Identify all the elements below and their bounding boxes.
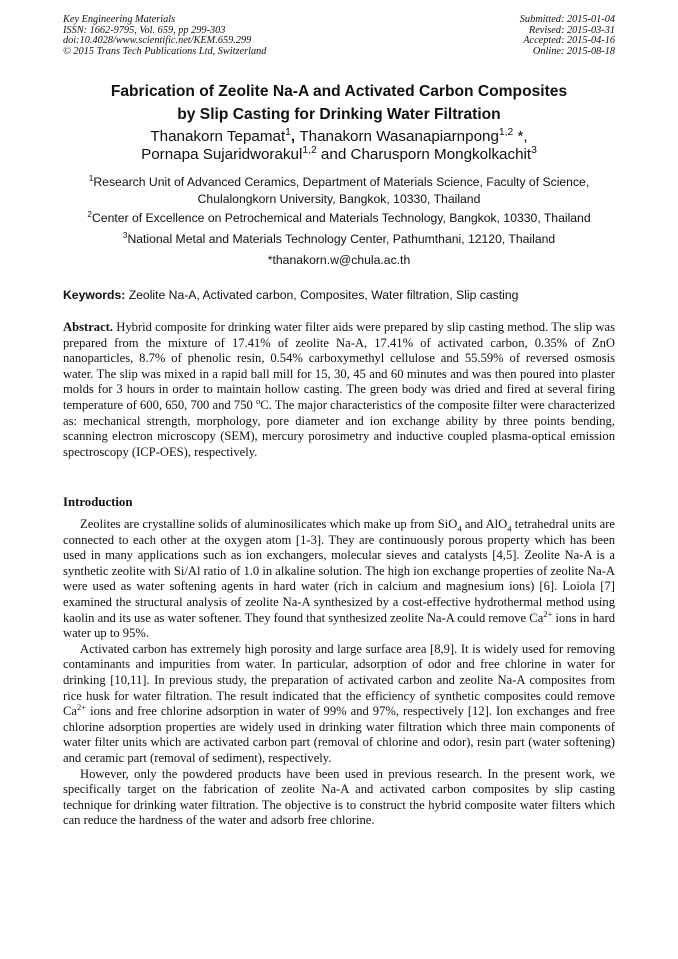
author-name: Thanakorn Wasanapiarnpong bbox=[299, 128, 499, 145]
doi-line: doi:10.4028/www.scientific.net/KEM.659.299 bbox=[63, 35, 252, 47]
affiliation-number: 3 bbox=[122, 229, 128, 240]
affiliation-number: 1 bbox=[88, 172, 94, 183]
issn-line: ISSN: 1662-9795, Vol. 659, pp 299-303 bbox=[63, 24, 226, 36]
corresponding-email: *thanakorn.w@chula.ac.th bbox=[267, 253, 411, 267]
title-line-1: Fabrication of Zeolite Na-A and Activated Carbon Composites bbox=[110, 83, 568, 100]
author-affiliation-mark: 1,2 bbox=[498, 126, 514, 138]
keywords-label: Keywords: bbox=[63, 288, 126, 302]
copyright-line: © 2015 Trans Tech Publications Ltd, Switzerland bbox=[63, 45, 267, 57]
affiliation-1 bbox=[63, 174, 615, 207]
affiliation-number: 2 bbox=[87, 208, 92, 219]
author-name: Charusporn Mongkolkachit bbox=[350, 146, 532, 163]
author-conjunction: and bbox=[316, 146, 351, 163]
author-affiliation-mark: 1,2 bbox=[302, 144, 317, 156]
paragraph: Activated carbon has extremely high porosity and large surface area [8,9]. It is widely used for removing contaminants and impurities from water. In particular, adsorption of odor and free chlorine in water for drinking [10,11]. In previous study, the preparation of activated carbon and zeolite Na-A composites from rice husk for water filtration. The result indicated that the efficiency of synthetic composites could remove $Ca^{2+}$ ions and free chlorine adsorption in water of 99% and 97%, respectively [12]. Ion exchanges and free chlorine adsorption properties are widely used in drinking water filtration which three main components of water filter units which are activated carbon part (removal of chlorine and odor), resin part (water softening) and ceramic part (removal of sediment), respectively. bbox=[63, 641, 615, 765]
author-separator: , bbox=[290, 128, 300, 145]
affiliation-2 bbox=[63, 210, 615, 227]
degree-symbol: o bbox=[256, 395, 261, 406]
accepted-date: Accepted: 2015-04-16 bbox=[523, 35, 615, 47]
title-line-2: by Slip Casting for Drinking Water Filtration bbox=[177, 106, 501, 123]
section-heading-introduction: Introduction bbox=[63, 495, 133, 509]
author-affiliation-mark: 1 bbox=[285, 126, 291, 138]
journal-name: Key Engineering Materials bbox=[63, 14, 176, 25]
abstract-text: C. The major characteristics of the composite filter were characterized as: mechanical strength, morphology, pore diameter and ion exchange ability by three points bending, scanning electron microscopy (SEM), mercury porosimetry and inductive coupled plasma-optical emission spectroscopy (ICP-OES), respectively. bbox=[63, 397, 615, 459]
submitted-date: Submitted: 2015-01-04 bbox=[519, 14, 615, 25]
affiliation-text: Center of Excellence on Petrochemical and Materials Technology, Bangkok, 10330, Thailand bbox=[91, 211, 591, 225]
author-affiliation-mark: 3 bbox=[531, 144, 537, 156]
journal-info bbox=[63, 15, 266, 57]
author-name: Pornapa Sujaridworakul bbox=[141, 146, 303, 163]
keywords-text: Zeolite Na-A, Activated carbon, Composites, Water filtration, Slip casting bbox=[125, 288, 519, 302]
keywords bbox=[63, 288, 623, 303]
author-line-2 bbox=[63, 146, 615, 164]
paragraph: Zeolites are crystalline solids of aluminosilicates which make up from SiO$_4$ and AlO$_4$ tetrahedral units are connected to each other at the oxygen atom [1-3]. They are continuously porous property which has been used in many applications such as ion exchangers, molecular sieves and catalysts [4,5]. Zeolite Na-A is a synthetic zeolite with Si/Al ratio of 1.0 in alkaline solution. The high ion exchange properties of zeolite Na-A were used as water softening agents in hard water (rich in calcium and magnesium ions) [6]. Loiola [7] examined the structural analysis of zeolite Na-A synthesized by a cost-effective hydrothermal method using kaolin and its use as water softener. They found that synthesized zeolite Na-A could remove $Ca^{2+}$ ions in hard water up to 95%. bbox=[63, 517, 616, 641]
affiliation-text: National Metal and Materials Technology Center, Pathumthani, 12120, Thailand bbox=[127, 232, 556, 246]
affiliation-text: Chulalongkorn University, Bangkok, 10330, Thailand bbox=[197, 191, 481, 206]
introduction-body bbox=[63, 517, 615, 829]
affiliation-text: Research Unit of Advanced Ceramics, Department of Materials Science, Faculty of Science, bbox=[93, 175, 590, 189]
publication-dates bbox=[520, 15, 615, 57]
affiliation-3 bbox=[63, 231, 615, 248]
author-name: Thanakorn Tepamat bbox=[150, 128, 286, 145]
paper-title bbox=[63, 80, 615, 126]
online-date: Online: 2015-08-18 bbox=[532, 45, 615, 57]
author-line-1 bbox=[63, 128, 615, 146]
revised-date: Revised: 2015-03-31 bbox=[528, 24, 615, 36]
author-list bbox=[63, 128, 615, 164]
abstract bbox=[63, 320, 615, 460]
abstract-label: Abstract. bbox=[63, 320, 114, 334]
abstract-text: Hybrid composite for drinking water filter aids were prepared by slip casting method. The slip was prepared from the mixture of 17.41% of zeolite Na-A, 17.41% of activated carbon, 0.35% of ZnO nanoparticles, 8.7% of phenolic resin, 0.54% carboxymethyl cellulose and 55.59% of reversed osmosis water. The slip was mixed in a rapid ball mill for 15, 30, 45 and 60 minutes and was then poured into plaster molds for 3 hours in order to maintain hollow casting. The green body was dried and fired at several firing temperature of 600, 650, 700 and 750 bbox=[63, 320, 615, 412]
paragraph: However, only the powdered products have been used in previous research. In the present work, we specifically target on the fabrication of zeolite Na-A and activated carbon composites by slip casting technique for drinking water filtration. The objective is to construct the hybrid composite water filters which can reduce the hardness of the water and adsorb free chlorine. bbox=[63, 766, 615, 828]
corresponding-mark: *, bbox=[513, 128, 528, 145]
